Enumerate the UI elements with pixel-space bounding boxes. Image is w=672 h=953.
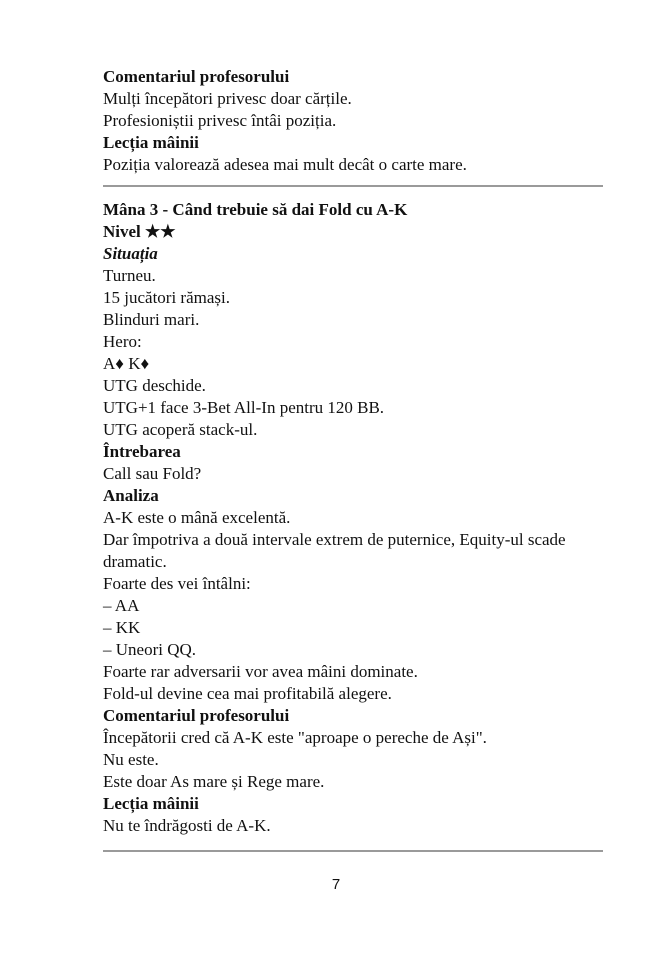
situation-line: UTG+1 face 3-Bet All-In pentru 120 BB.: [103, 398, 385, 417]
page-content: [103, 66, 603, 852]
hero-cards: A♦ K♦: [103, 354, 150, 373]
situation-heading: Situația: [103, 244, 158, 263]
situation-line: Turneu.: [103, 266, 156, 285]
comment-line: Profesioniștii privesc întâi poziția.: [103, 111, 337, 130]
comment-line: Este doar As mare și Rege mare.: [103, 772, 325, 791]
lesson-heading: Lecția mâinii: [103, 794, 199, 813]
analysis-heading: Analiza: [103, 486, 159, 505]
situation-line: Hero:: [103, 332, 142, 351]
lesson-text: Nu te îndrăgosti de A-K.: [103, 816, 271, 835]
analysis-line: Foarte des vei întâlni:: [103, 574, 251, 593]
section-divider: [103, 850, 603, 852]
analysis-list-item: – KK: [103, 618, 141, 637]
situation-line: Blinduri mari.: [103, 310, 200, 329]
comment-line: Mulți începători privesc doar cărțile.: [103, 89, 352, 108]
difficulty-level: Nivel ★★: [103, 222, 176, 241]
situation-line: UTG acoperă stack-ul.: [103, 420, 258, 439]
situation-line: UTG deschide.: [103, 376, 206, 395]
question-heading: Întrebarea: [103, 442, 181, 461]
comment-heading: Comentariul profesorului: [103, 706, 290, 725]
lesson-heading: Lecția mâinii: [103, 133, 199, 152]
analysis-line: A-K este o mână excelentă.: [103, 508, 291, 527]
lesson-text: Poziția valorează adesea mai mult decât o carte mare.: [103, 155, 467, 174]
hand-title: Mâna 3 - Când trebuie să dai Fold cu A-K: [103, 200, 408, 219]
analysis-list-item: – Uneori QQ.: [103, 640, 197, 659]
analysis-line: Foarte rar adversarii vor avea mâini dominate.: [103, 662, 418, 681]
analysis-line: Dar împotriva a două intervale extrem de puternice, Equity-ul scade dramatic.: [103, 530, 566, 571]
question-text: Call sau Fold?: [103, 464, 202, 483]
section-divider: [103, 185, 603, 187]
analysis-list-item: – AA: [103, 596, 140, 615]
situation-line: 15 jucători rămași.: [103, 288, 230, 307]
page-number: 7: [331, 876, 341, 893]
analysis-line: Fold-ul devine cea mai profitabilă alegere.: [103, 684, 392, 703]
comment-line: Nu este.: [103, 750, 159, 769]
comment-heading: Comentariul profesorului: [103, 67, 290, 86]
comment-line: Începătorii cred că A-K este "aproape o pereche de Ași".: [103, 728, 487, 747]
